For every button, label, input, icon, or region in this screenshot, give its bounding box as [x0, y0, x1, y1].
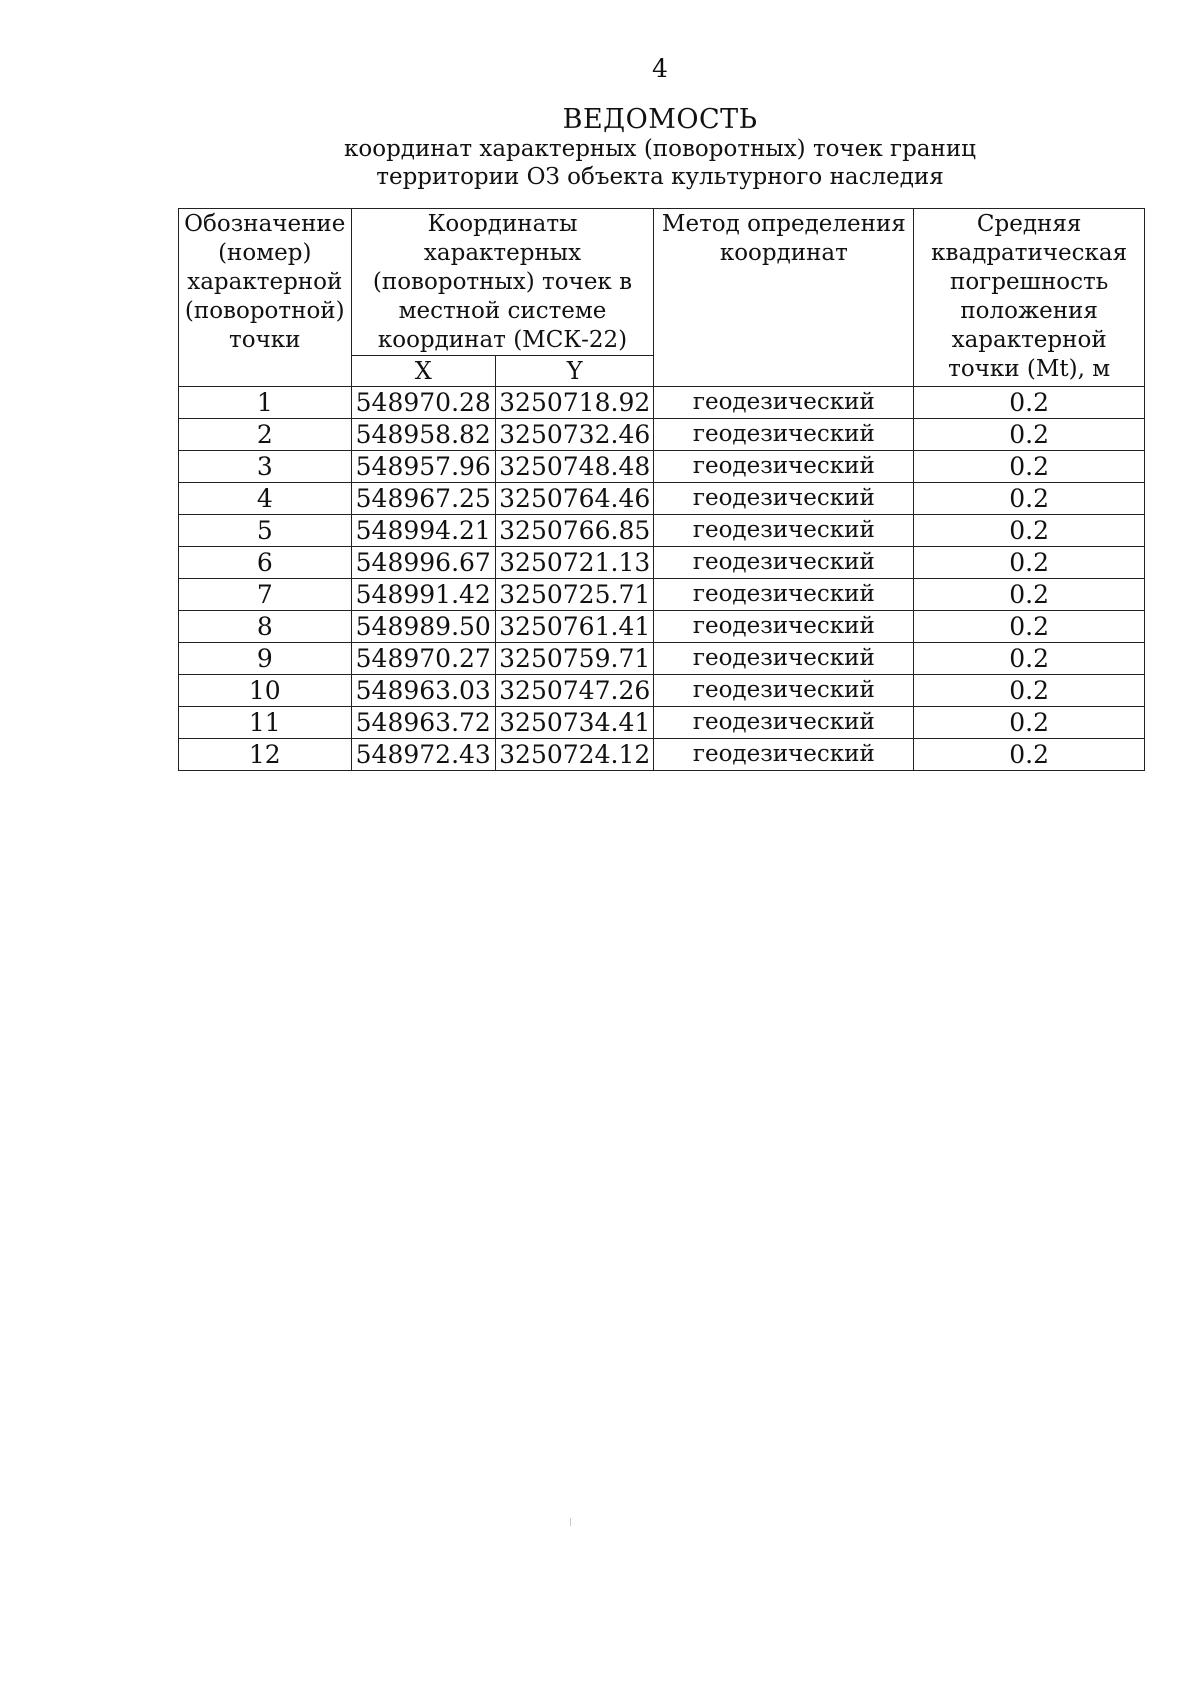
- cell-y: 3250748.48: [495, 451, 653, 483]
- cell-mt: 0.2: [914, 739, 1145, 771]
- table-row: [179, 547, 1145, 579]
- table-row: [179, 643, 1145, 675]
- coordinates-table: [178, 208, 1145, 771]
- cell-point-number: 5: [179, 515, 352, 547]
- header-line: погрешность: [950, 269, 1109, 295]
- cell-y: 3250732.46: [495, 419, 653, 451]
- header-line: (поворотных) точек в: [372, 269, 633, 295]
- cell-method: геодезический: [654, 419, 914, 451]
- header-method: [654, 209, 914, 387]
- header-x: X: [351, 356, 495, 387]
- page-number: 4: [652, 54, 668, 83]
- header-line: характерных: [423, 240, 582, 266]
- cell-y: 3250718.92: [495, 387, 653, 419]
- cell-method: геодезический: [654, 579, 914, 611]
- table-row: [179, 611, 1145, 643]
- subtitle-line: территории ОЗ объекта культурного наследия: [376, 164, 944, 190]
- cell-mt: 0.2: [914, 611, 1145, 643]
- cell-x: 548994.21: [351, 515, 495, 547]
- table-row: [179, 739, 1145, 771]
- header-y: Y: [495, 356, 653, 387]
- table-row: [179, 579, 1145, 611]
- cell-mt: 0.2: [914, 707, 1145, 739]
- cell-y: 3250734.41: [495, 707, 653, 739]
- cell-point-number: 11: [179, 707, 352, 739]
- header-line: квадратическая: [931, 240, 1128, 266]
- cell-x: 548996.67: [351, 547, 495, 579]
- cell-point-number: 1: [179, 387, 352, 419]
- cell-method: геодезический: [654, 451, 914, 483]
- cell-mt: 0.2: [914, 515, 1145, 547]
- cell-x: 548972.43: [351, 739, 495, 771]
- table-body: [179, 387, 1145, 771]
- header-line: положения: [960, 298, 1098, 324]
- cell-method: геодезический: [654, 387, 914, 419]
- cell-mt: 0.2: [914, 483, 1145, 515]
- header-coordinates: [351, 209, 654, 356]
- cell-point-number: 3: [179, 451, 352, 483]
- cell-point-number: 12: [179, 739, 352, 771]
- cell-point-number: 10: [179, 675, 352, 707]
- cell-x: 548957.96: [351, 451, 495, 483]
- scan-artifact: [570, 1518, 571, 1526]
- cell-method: геодезический: [654, 611, 914, 643]
- table-header-row: [179, 209, 1145, 356]
- cell-y: 3250721.13: [495, 547, 653, 579]
- cell-method: геодезический: [654, 643, 914, 675]
- cell-y: 3250761.41: [495, 611, 653, 643]
- header-line: координат (МСК-22): [377, 327, 628, 353]
- cell-y: 3250766.85: [495, 515, 653, 547]
- cell-method: геодезический: [654, 515, 914, 547]
- cell-y: 3250747.26: [495, 675, 653, 707]
- cell-mt: 0.2: [914, 419, 1145, 451]
- header-line: точки: [229, 327, 301, 353]
- cell-point-number: 7: [179, 579, 352, 611]
- cell-method: геодезический: [654, 547, 914, 579]
- header-point-designation: [179, 209, 352, 387]
- cell-method: геодезический: [654, 675, 914, 707]
- cell-mt: 0.2: [914, 579, 1145, 611]
- cell-method: геодезический: [654, 483, 914, 515]
- cell-x: 548963.03: [351, 675, 495, 707]
- cell-mt: 0.2: [914, 643, 1145, 675]
- cell-mt: 0.2: [914, 675, 1145, 707]
- cell-x: 548970.27: [351, 643, 495, 675]
- table-row: [179, 675, 1145, 707]
- cell-mt: 0.2: [914, 547, 1145, 579]
- table-row: [179, 707, 1145, 739]
- cell-y: 3250725.71: [495, 579, 653, 611]
- cell-x: 548963.72: [351, 707, 495, 739]
- header-line: точки (Mt), м: [948, 356, 1111, 382]
- header-line: (поворотной): [184, 298, 345, 324]
- cell-x: 548958.82: [351, 419, 495, 451]
- header-line: Метод определения: [661, 211, 906, 237]
- header-line: Обозначение: [184, 211, 346, 237]
- header-line: координат: [719, 240, 848, 266]
- cell-mt: 0.2: [914, 451, 1145, 483]
- document-subtitle: [0, 135, 1200, 191]
- cell-mt: 0.2: [914, 387, 1145, 419]
- header-line: (номер): [218, 240, 312, 266]
- header-mean-square-error: [914, 209, 1145, 387]
- cell-point-number: 4: [179, 483, 352, 515]
- cell-y: 3250724.12: [495, 739, 653, 771]
- subtitle-line: координат характерных (поворотных) точек границ: [344, 136, 976, 162]
- cell-x: 548991.42: [351, 579, 495, 611]
- table-row: [179, 515, 1145, 547]
- cell-point-number: 9: [179, 643, 352, 675]
- header-line: характерной: [187, 269, 343, 295]
- cell-x: 548967.25: [351, 483, 495, 515]
- document-title: ВЕДОМОСТЬ: [562, 104, 758, 135]
- cell-method: геодезический: [654, 739, 914, 771]
- header-line: Координаты: [427, 211, 578, 237]
- cell-x: 548989.50: [351, 611, 495, 643]
- table-row: [179, 387, 1145, 419]
- cell-y: 3250764.46: [495, 483, 653, 515]
- table-row: [179, 451, 1145, 483]
- cell-y: 3250759.71: [495, 643, 653, 675]
- table-row: [179, 483, 1145, 515]
- cell-point-number: 8: [179, 611, 352, 643]
- cell-point-number: 6: [179, 547, 352, 579]
- cell-method: геодезический: [654, 707, 914, 739]
- header-line: местной системе: [398, 298, 607, 324]
- header-line: Средняя: [976, 211, 1082, 237]
- header-line: характерной: [951, 327, 1107, 353]
- cell-x: 548970.28: [351, 387, 495, 419]
- table-row: [179, 419, 1145, 451]
- cell-point-number: 2: [179, 419, 352, 451]
